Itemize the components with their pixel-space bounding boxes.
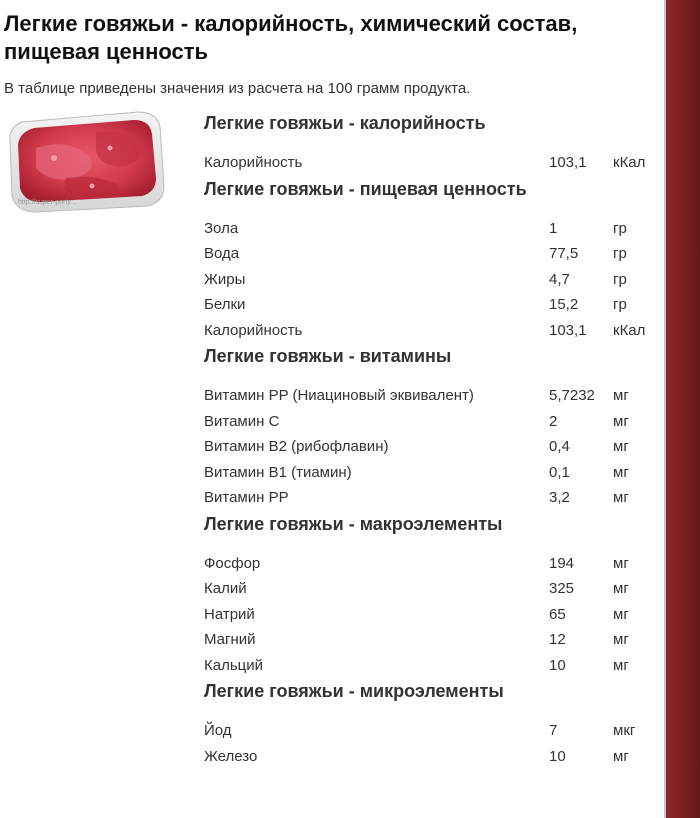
nutrient-name: Фосфор <box>204 554 261 572</box>
nutrient-unit: мкг <box>613 722 636 739</box>
nutrient-name: Витамин PP (Ниациновый эквивалент) <box>204 387 474 404</box>
nutrient-unit: мг <box>613 554 629 572</box>
page-border <box>664 0 700 818</box>
nutrient-unit: мг <box>613 580 629 597</box>
nutrient-value: 0,1 <box>549 463 570 481</box>
nutrient-value: 10 <box>549 747 566 765</box>
nutrient-name: Железо <box>204 747 258 765</box>
nutrition-section <box>204 511 660 679</box>
nutrient-unit: кКал <box>613 154 646 171</box>
nutrient-value: 2 <box>549 412 558 430</box>
article <box>4 0 664 97</box>
table-row <box>204 216 660 242</box>
page-title: Легкие говяжьи - калорийность, химический состав, пищевая ценность <box>4 11 578 64</box>
nutrient-unit: мг <box>613 463 629 481</box>
nutrient-value: 7 <box>549 722 558 739</box>
nutrition-section <box>204 678 660 769</box>
nutrient-unit: мг <box>613 656 629 674</box>
nutrient-name: Калорийность <box>204 154 303 171</box>
nutrient-unit: мг <box>613 631 629 648</box>
product-image <box>6 108 166 214</box>
table-row <box>204 576 660 602</box>
nutrient-value: 77,5 <box>549 245 579 262</box>
nutrition-section <box>204 176 660 344</box>
table-row <box>204 292 660 318</box>
nutrient-name: Витамин B1 (тиамин) <box>204 463 352 481</box>
nutrient-value: 103,1 <box>549 321 587 339</box>
nutrient-unit: гр <box>613 245 627 262</box>
nutrient-unit: мг <box>613 412 629 430</box>
table-row <box>204 627 660 653</box>
table-row <box>204 551 660 577</box>
table-row <box>204 241 660 267</box>
nutrient-name: Вода <box>204 245 240 262</box>
nutrient-name: Калий <box>204 580 247 597</box>
nutrient-name: Жиры <box>204 270 246 288</box>
nutrient-name: Кальций <box>204 656 263 674</box>
nutrient-unit: мг <box>613 387 629 404</box>
nutrition-section <box>204 110 660 176</box>
nutrient-name: Витамин B2 (рибофлавин) <box>204 438 389 455</box>
table-row <box>204 718 660 744</box>
nutrient-value: 12 <box>549 631 566 648</box>
nutrient-value: 5,7232 <box>549 387 595 404</box>
nutrient-unit: мг <box>613 747 629 765</box>
nutrient-unit: мг <box>613 438 629 455</box>
nutrient-unit: мг <box>613 605 629 623</box>
nutrient-value: 325 <box>549 580 575 597</box>
table-row <box>204 485 660 511</box>
table-row <box>204 267 660 293</box>
nutrient-unit: гр <box>613 219 627 237</box>
nutrient-name: Калорийность <box>204 321 303 339</box>
image-watermark: http://super-porty... <box>18 199 77 206</box>
nutrition-section <box>204 343 660 511</box>
table-row <box>204 744 660 770</box>
section-title: Легкие говяжьи - пищевая ценность <box>204 178 527 199</box>
section-title: Легкие говяжьи - калорийность <box>204 113 486 133</box>
nutrient-unit: мг <box>613 489 629 506</box>
table-row <box>204 460 660 486</box>
nutrient-value: 10 <box>549 656 566 674</box>
intro-text: В таблице приведены значения из расчета на 100 грамм продукта. <box>4 80 471 97</box>
section-title: Легкие говяжьи - микроэлементы <box>204 681 504 701</box>
table-row <box>204 150 660 176</box>
nutrient-name: Натрий <box>204 605 255 623</box>
nutrient-name: Витамин C <box>204 412 280 430</box>
table-row <box>204 434 660 460</box>
table-row <box>204 409 660 435</box>
nutrient-unit: гр <box>613 270 627 288</box>
nutrient-value: 103,1 <box>549 154 587 171</box>
nutrient-value: 1 <box>549 219 558 237</box>
nutrient-unit: гр <box>613 296 627 313</box>
table-row <box>204 383 660 409</box>
nutrient-value: 194 <box>549 554 575 572</box>
section-title: Легкие говяжьи - макроэлементы <box>204 513 503 534</box>
nutrient-name: Витамин PP <box>204 489 289 506</box>
nutrient-value: 4,7 <box>549 270 570 288</box>
table-row <box>204 653 660 679</box>
nutrient-value: 0,4 <box>549 438 570 455</box>
nutrient-name: Белки <box>204 296 246 313</box>
table-row <box>204 318 660 344</box>
nutrition-tables <box>204 110 660 769</box>
nutrient-value: 65 <box>549 605 566 623</box>
nutrient-name: Зола <box>204 219 239 237</box>
nutrient-name: Магний <box>204 631 256 648</box>
table-row <box>204 602 660 628</box>
nutrient-unit: кКал <box>613 321 646 339</box>
nutrient-value: 3,2 <box>549 489 570 506</box>
nutrient-name: Йод <box>204 722 232 739</box>
section-title: Легкие говяжьи - витамины <box>204 346 452 366</box>
nutrient-value: 15,2 <box>549 296 579 313</box>
